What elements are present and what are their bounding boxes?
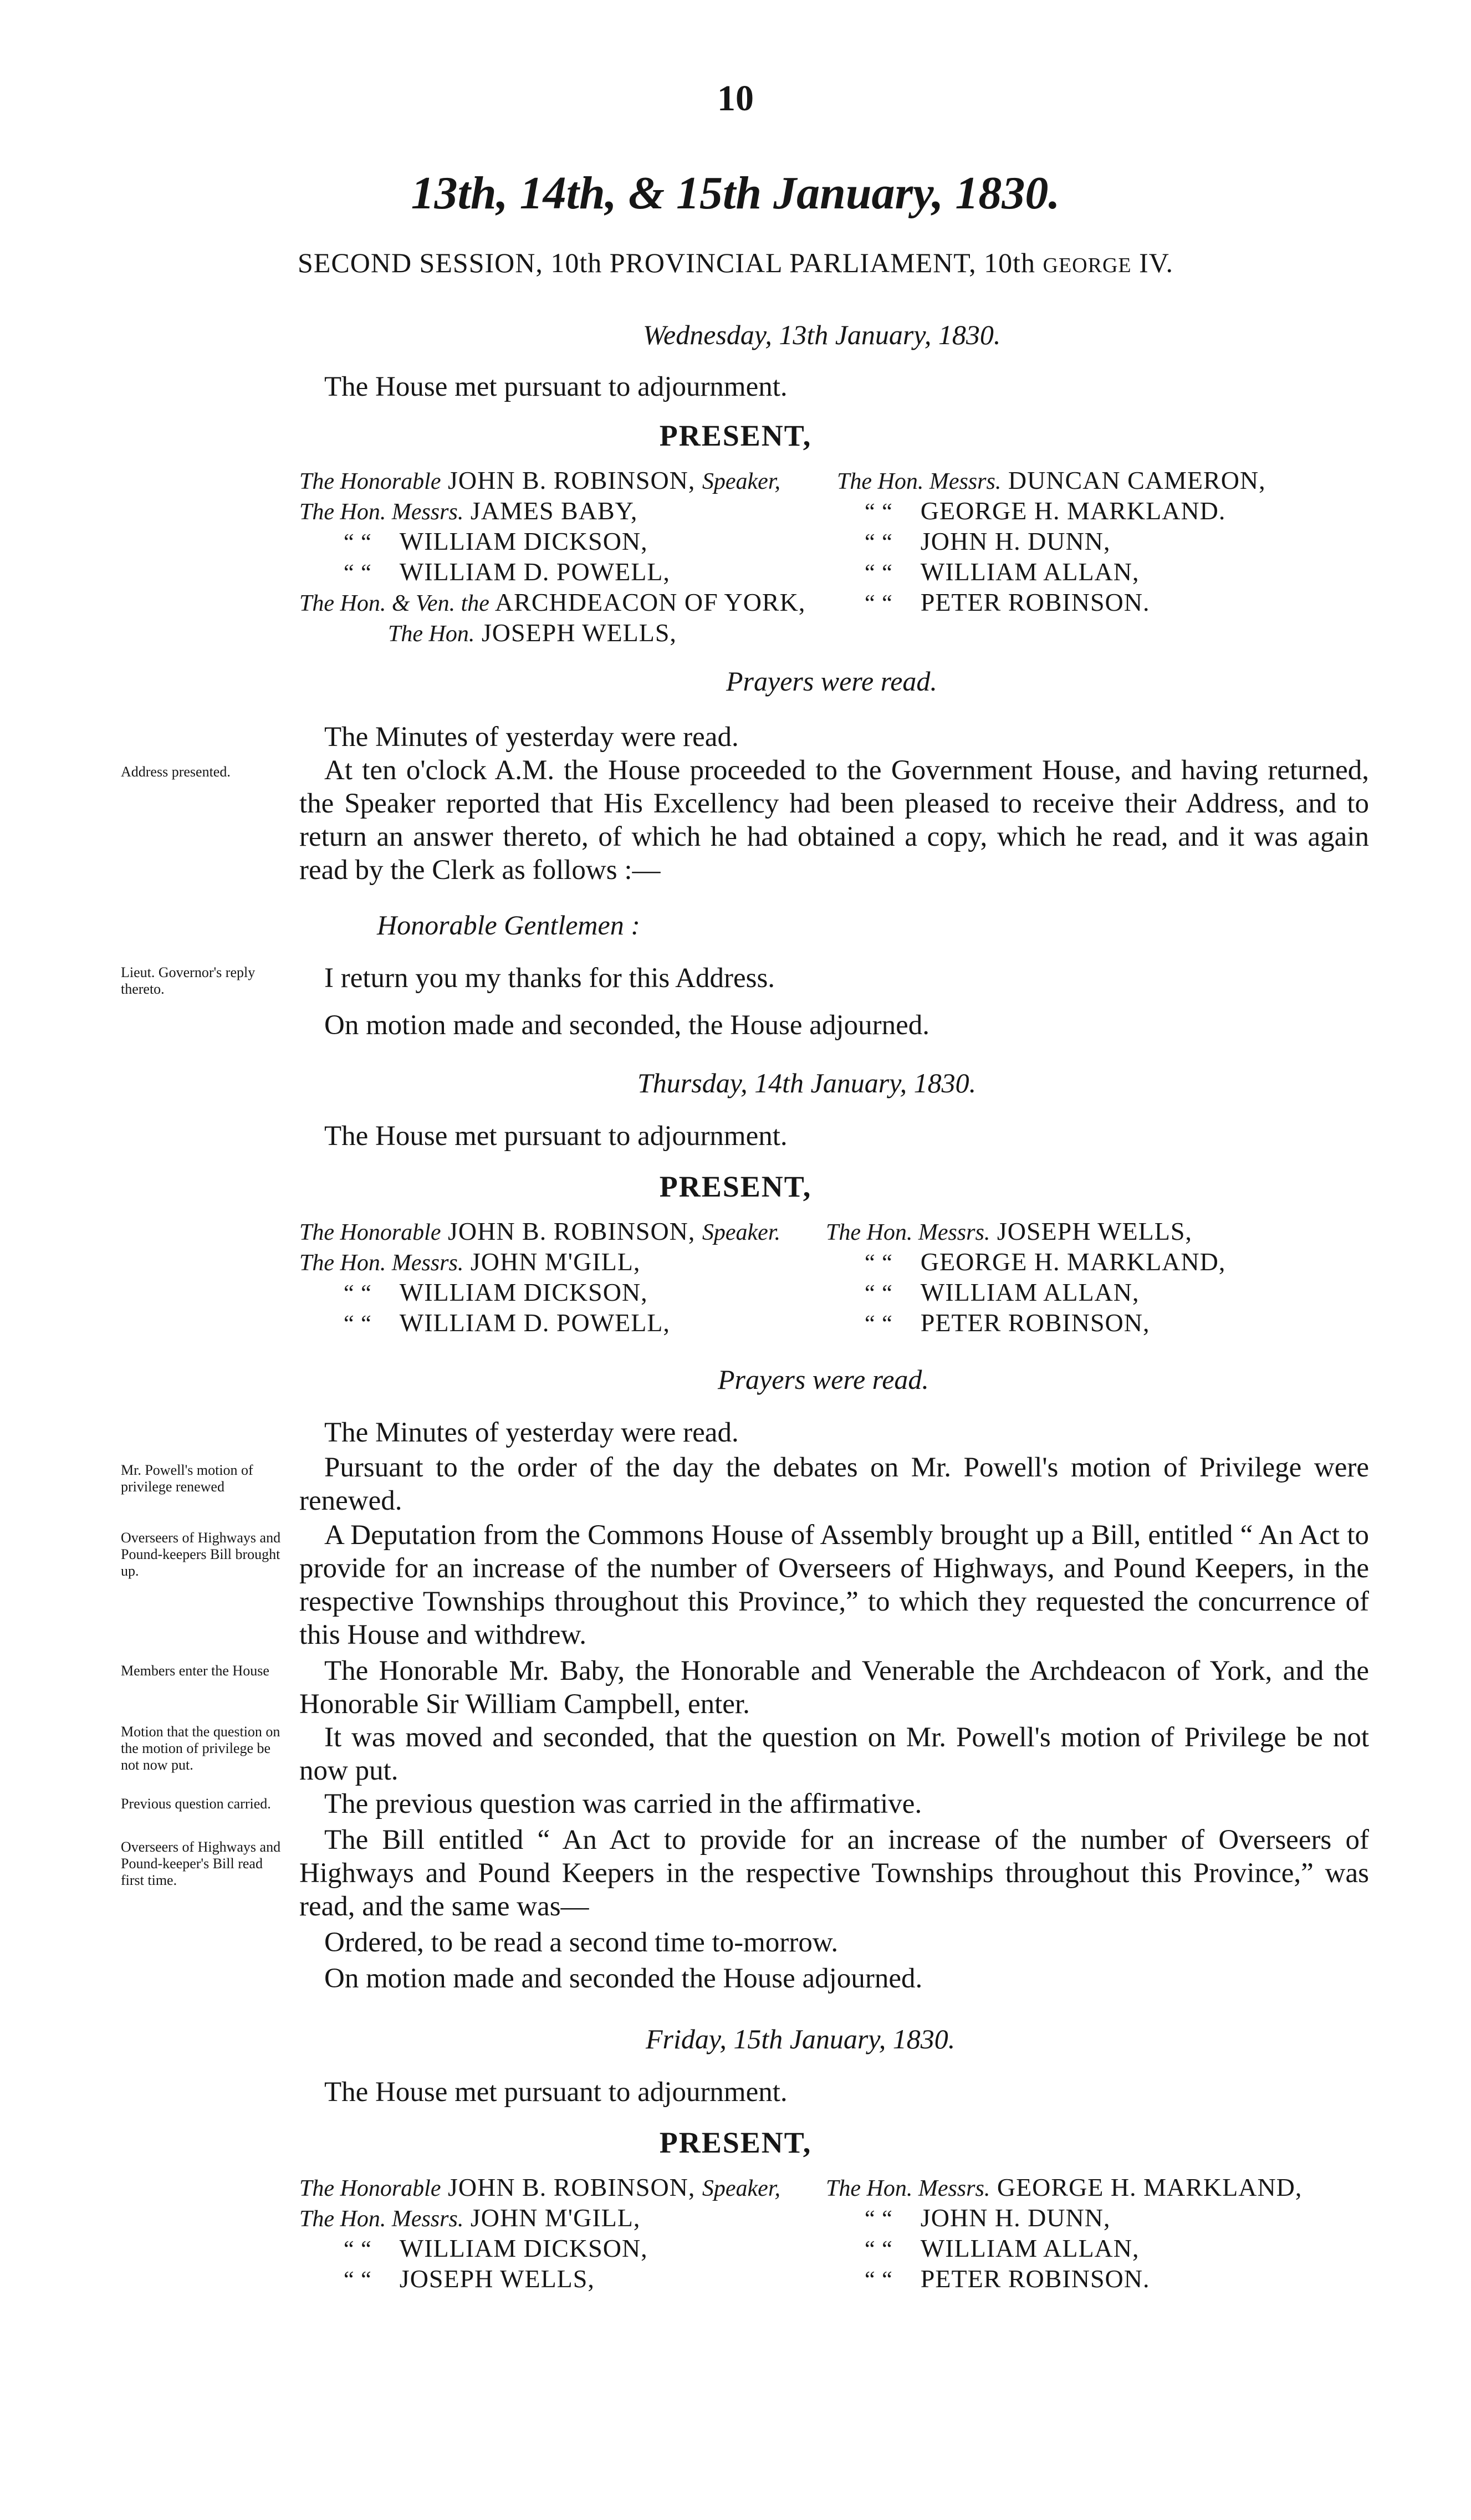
member-name: GEORGE H. MARKLAND, [920, 1248, 1226, 1276]
member-name: WILLIAM ALLAN, [920, 1278, 1140, 1306]
ditto-mark: “ “ [865, 499, 893, 525]
day1-right-row [865, 496, 1225, 525]
day2-members-paragraph: The Honorable Mr. Baby, the Honorable and Venerable the Archdeacon of York, and the Honorable Sir William Campbell, enter. [299, 1655, 1369, 1720]
member-name: WILLIAM ALLAN, [920, 2234, 1140, 2262]
margin-note-bill-read: Overseers of Highways and Pound-keeper's Bill read first time. [121, 1839, 281, 1888]
day3-left-row [344, 2264, 595, 2293]
day2-right-row [865, 1247, 1225, 1276]
day2-moved-paragraph: It was moved and seconded, that the question on Mr. Powell's motion of Privilege be not now put. [299, 1722, 1369, 1786]
member-prefix: The Hon. Messrs. [826, 1220, 990, 1245]
ditto-mark: “ “ [344, 560, 372, 586]
member-prefix: The Honorable [299, 2176, 441, 2201]
ditto-mark: “ “ [865, 1250, 893, 1276]
ditto-mark: “ “ [344, 1281, 372, 1306]
member-name: JOHN H. DUNN, [920, 2204, 1111, 2232]
day1-right-row [865, 527, 1110, 556]
member-suffix: Speaker, [702, 2176, 781, 2201]
page-title: 13th, 14th, & 15th January, 1830. [411, 167, 1060, 219]
day2-heading: Thursday, 14th January, 1830. [637, 1067, 977, 1098]
member-name: PETER ROBINSON, [920, 1308, 1150, 1337]
day2-powell-paragraph: Pursuant to the order of the day the debates on Mr. Powell's motion of Privilege were renewed. [299, 1452, 1369, 1516]
member-prefix: The Hon. Messrs. [837, 469, 1002, 494]
day1-left-row [344, 557, 670, 586]
day2-previous-paragraph: The previous question was carried in the affirmative. [324, 1788, 922, 1819]
member-name: JOHN B. ROBINSON, [448, 466, 696, 494]
member-name: GEORGE H. MARKLAND. [920, 497, 1226, 525]
member-prefix: The Hon. Messrs. [299, 499, 464, 525]
ditto-mark: “ “ [865, 530, 893, 555]
day1-left-row [299, 466, 780, 495]
member-name: JOHN B. ROBINSON, [448, 2173, 696, 2201]
member-name: JOSEPH WELLS, [399, 2265, 595, 2293]
margin-note-overseers: Overseers of Highways and Pound-keepers Bill brought up. [121, 1530, 281, 1579]
day3-left-row [344, 2233, 648, 2263]
margin-note-address: Address presented. [121, 764, 231, 780]
member-name: JOHN M'GILL, [470, 2204, 641, 2232]
member-name: PETER ROBINSON. [920, 588, 1150, 616]
member-prefix: The Hon. Messrs. [299, 2206, 464, 2232]
member-name: WILLIAM D. POWELL, [399, 1308, 670, 1337]
day2-bill-paragraph: The Bill entitled “ An Act to provide for an increase of the number of Overseers of Highways and Pound Keepers in the respective Townships throughout this Province,” was read, and the same was— [299, 1824, 1369, 1922]
ditto-mark: “ “ [344, 1311, 372, 1337]
session-regnal: IV. [1131, 247, 1173, 278]
day3-left-row [299, 2203, 640, 2232]
member-prefix: The Hon. Messrs. [826, 2176, 990, 2201]
ditto-mark: “ “ [865, 1311, 893, 1337]
margin-note-members: Members enter the House [121, 1663, 269, 1679]
margin-note-motion: Motion that the question on the motion of privilege be not now put. [121, 1724, 280, 1773]
member-name: WILLIAM DICKSON, [399, 1278, 648, 1306]
day1-left-row [299, 587, 805, 617]
member-name: JAMES BABY, [470, 497, 638, 525]
day3-right-row [865, 2203, 1110, 2232]
day1-right-row [865, 557, 1140, 586]
day2-right-row [826, 1216, 1192, 1246]
ditto-mark: “ “ [865, 2206, 893, 2232]
member-name: WILLIAM DICKSON, [399, 527, 648, 555]
day1-left-row [299, 496, 637, 525]
day2-left-row [344, 1308, 670, 1337]
page-number: 10 [717, 78, 754, 119]
ditto-mark: “ “ [865, 2237, 893, 2262]
day1-right-row [837, 466, 1266, 495]
day1-left-row [388, 618, 677, 647]
member-name: WILLIAM DICKSON, [399, 2234, 648, 2262]
session-main: SECOND SESSION, 10th PROVINCIAL PARLIAMENT, 10th [298, 247, 1043, 278]
ditto-mark: “ “ [865, 591, 893, 616]
member-suffix: Speaker, [702, 469, 781, 494]
member-name: JOHN M'GILL, [470, 1248, 641, 1276]
ditto-mark: “ “ [344, 2267, 372, 2293]
member-name: PETER ROBINSON. [920, 2265, 1150, 2293]
day2-ordered: Ordered, to be read a second time to-morrow. [324, 1927, 839, 1958]
ditto-mark: “ “ [344, 530, 372, 555]
ditto-mark: “ “ [865, 1281, 893, 1306]
day3-right-row [865, 2233, 1140, 2263]
margin-note-powell: Mr. Powell's motion of privilege renewed [121, 1462, 253, 1495]
session-george: GEORGE [1043, 254, 1132, 277]
day1-address-paragraph: At ten o'clock A.M. the House proceeded to the Government House, and having returned, the Speaker reported that His Excellency had been pleased to receive their Address, and to return an answer thereto, of which he had obtained a copy, which he read, and it was again read by the Clerk as follows :— [299, 755, 1369, 886]
day1-left-row [344, 527, 648, 556]
member-name: DUNCAN CAMERON, [1008, 466, 1266, 494]
day1-reply: I return you my thanks for this Address. [324, 963, 775, 994]
day3-met: The House met pursuant to adjournment. [324, 2077, 788, 2108]
member-suffix: Speaker. [702, 1220, 781, 1245]
member-name: JOSEPH WELLS, [481, 619, 677, 647]
ditto-mark: “ “ [865, 2267, 893, 2293]
day2-left-row [344, 1277, 648, 1307]
day3-heading: Friday, 15th January, 1830. [646, 2023, 956, 2054]
day1-present: PRESENT, [659, 419, 812, 452]
day3-right-row [865, 2264, 1150, 2293]
member-prefix: The Honorable [299, 1220, 441, 1245]
member-prefix: The Hon. & Ven. the [299, 591, 489, 616]
day1-heading: Wednesday, 13th January, 1830. [643, 319, 1001, 350]
margin-note-reply: Lieut. Governor's reply thereto. [121, 964, 256, 997]
day2-right-row [865, 1308, 1150, 1337]
day2-right-row [865, 1277, 1140, 1307]
day2-present: PRESENT, [659, 1170, 812, 1203]
member-name: JOHN H. DUNN, [920, 527, 1111, 555]
member-prefix: The Hon. Messrs. [299, 1250, 464, 1276]
member-name: WILLIAM ALLAN, [920, 558, 1140, 586]
day1-adjourned: On motion made and seconded, the House adjourned. [324, 1010, 929, 1041]
day2-left-row [299, 1247, 640, 1276]
session-heading [0, 247, 1471, 279]
day1-right-row [865, 587, 1150, 617]
day2-left-row [299, 1216, 780, 1246]
member-prefix: The Hon. [388, 621, 475, 647]
day2-prayers: Prayers were read. [718, 1364, 929, 1395]
ditto-mark: “ “ [865, 560, 893, 586]
member-name: GEORGE H. MARKLAND, [997, 2173, 1303, 2201]
member-prefix: The Honorable [299, 469, 441, 494]
day2-adjourned: On motion made and seconded the House adjourned. [324, 1963, 923, 1994]
margin-note-previous: Previous question carried. [121, 1796, 271, 1812]
member-name: JOHN B. ROBINSON, [448, 1217, 696, 1245]
day2-minutes: The Minutes of yesterday were read. [324, 1417, 739, 1448]
day1-salutation: Honorable Gentlemen : [377, 909, 640, 940]
day1-prayers: Prayers were read. [726, 666, 937, 697]
day3-present: PRESENT, [659, 2126, 812, 2159]
ditto-mark: “ “ [344, 2237, 372, 2262]
day2-deputation-paragraph: A Deputation from the Commons House of Assembly brought up a Bill, entitled “ An Act to provide for an increase of the number of Overseers of Highways, and Pound Keepers, in the respective Townships throughout this Province,” to which they requested the concurrence of this House and withdrew. [299, 1520, 1369, 1650]
member-name: JOSEPH WELLS, [997, 1217, 1192, 1245]
member-name: ARCHDEACON OF YORK, [494, 588, 806, 616]
day1-met: The House met pursuant to adjournment. [324, 371, 788, 402]
day2-met: The House met pursuant to adjournment. [324, 1121, 788, 1152]
day3-right-row [826, 2173, 1302, 2202]
day1-minutes: The Minutes of yesterday were read. [324, 722, 739, 753]
member-name: WILLIAM D. POWELL, [399, 558, 670, 586]
day3-left-row [299, 2173, 780, 2202]
